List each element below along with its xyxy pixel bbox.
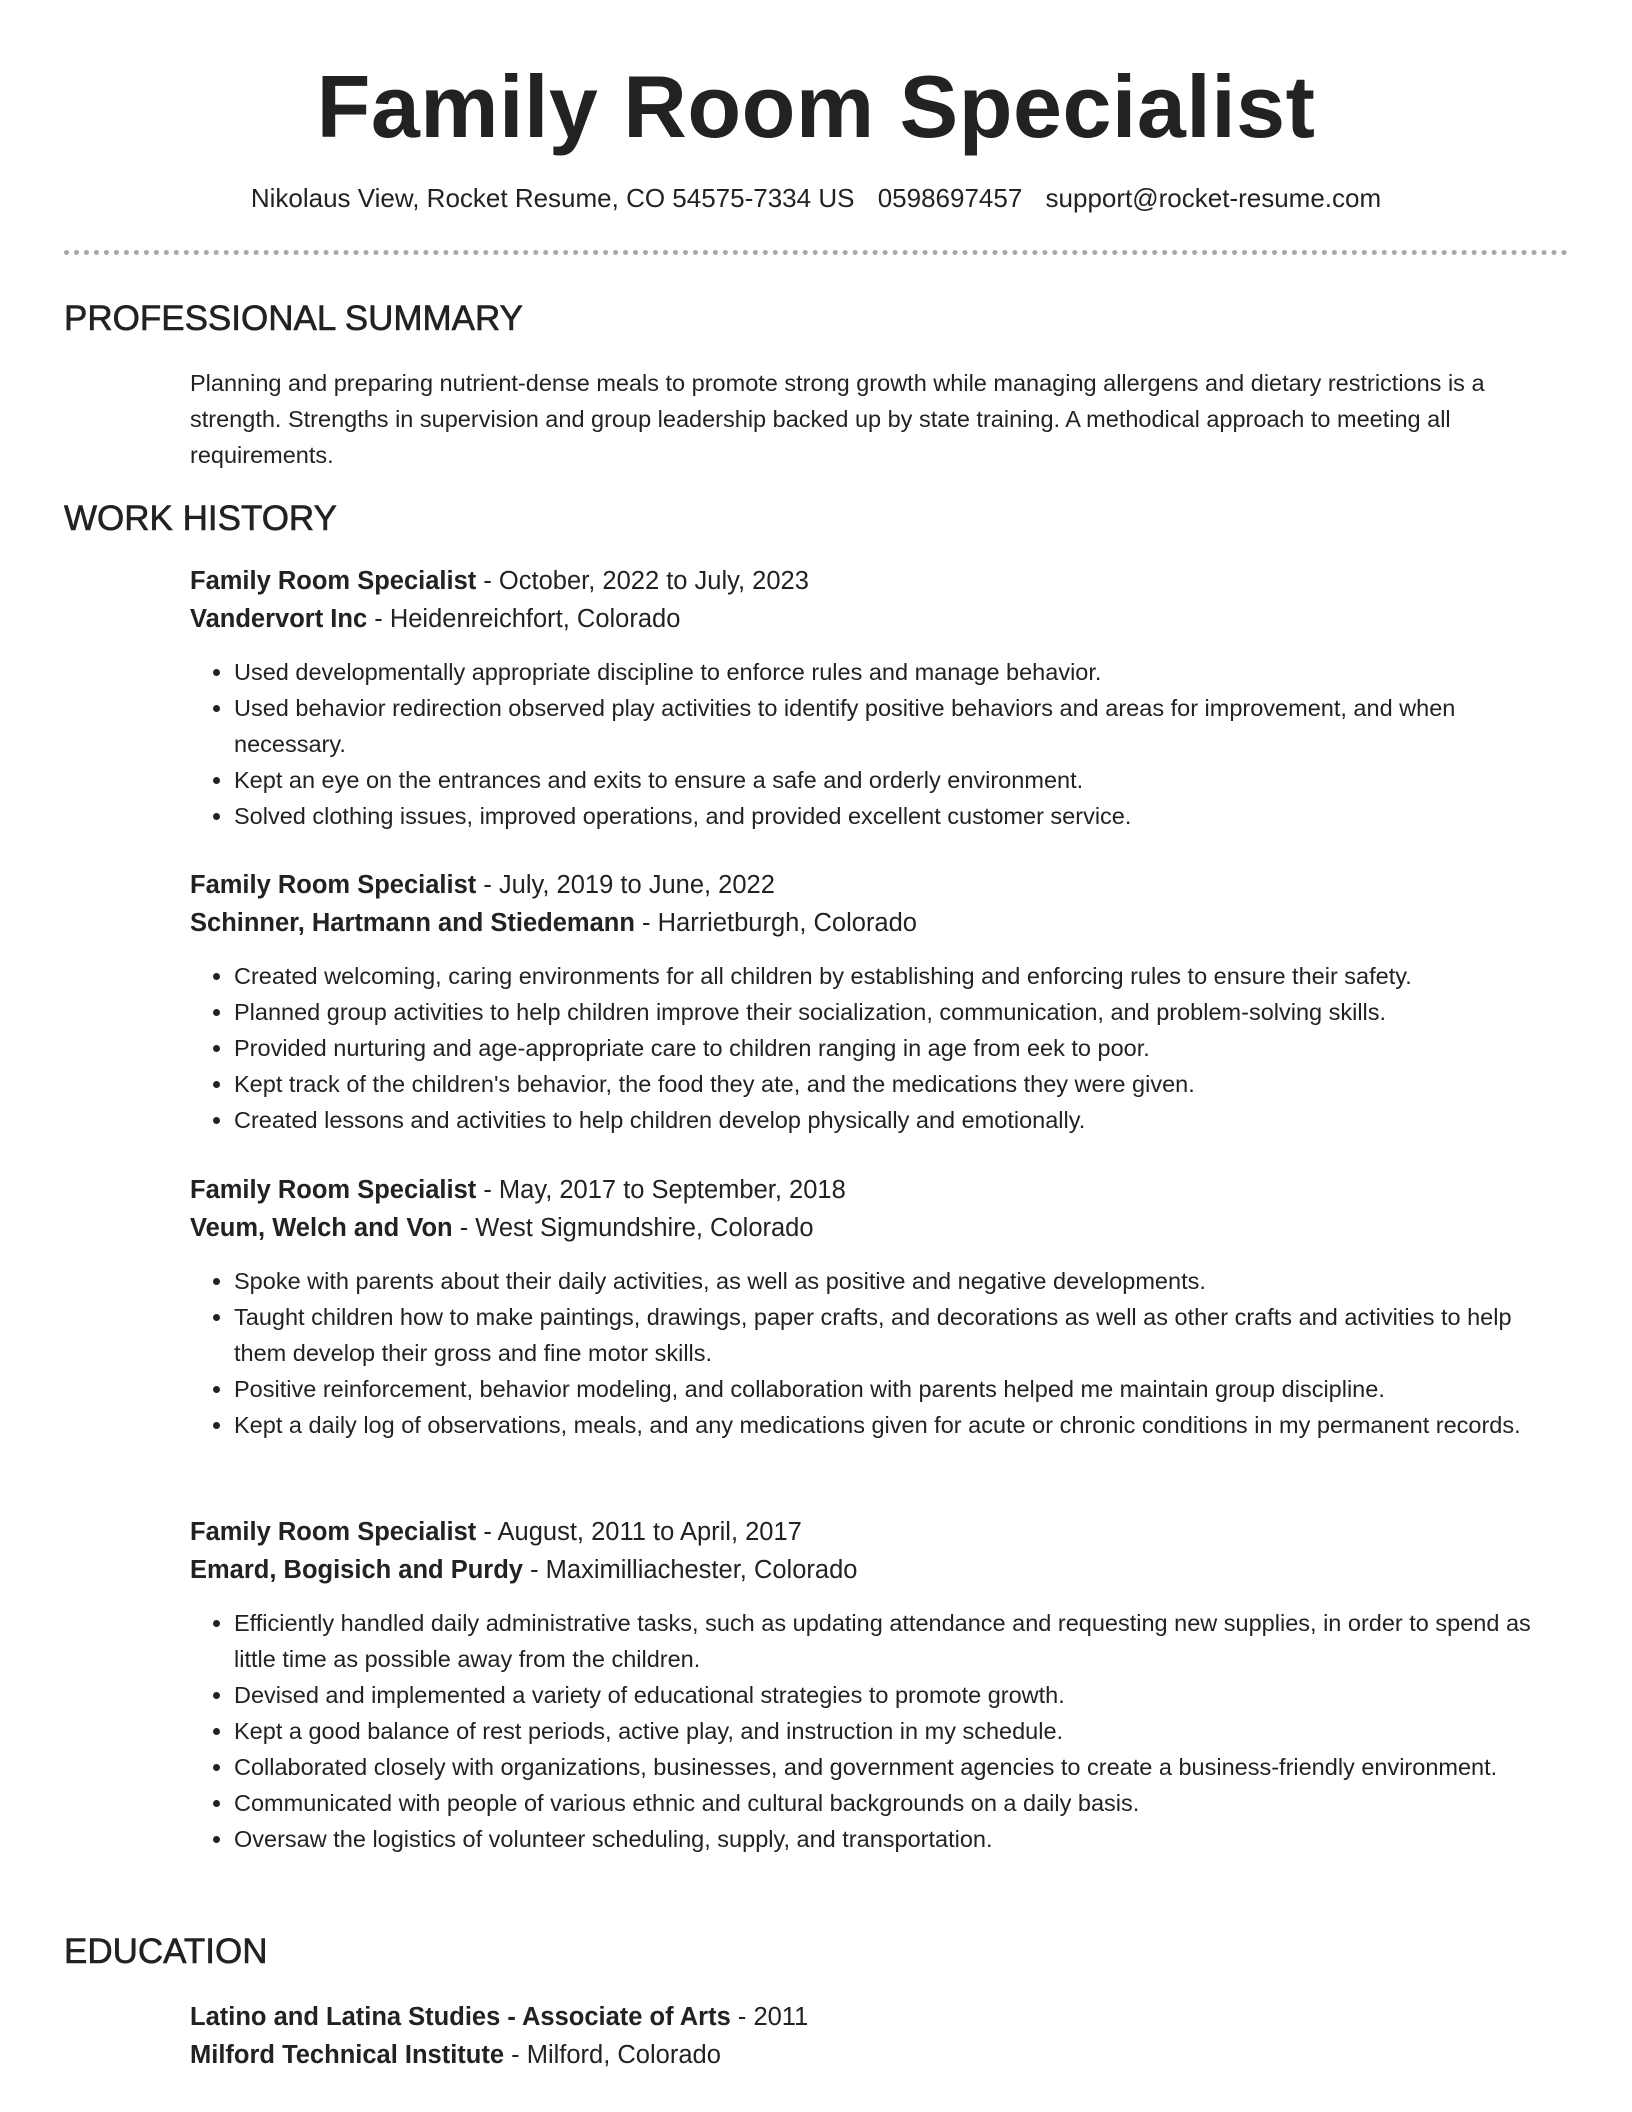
job-company: Vandervort Inc bbox=[190, 605, 368, 633]
summary-text: Planning and preparing nutrient-dense meals to promote strong growth while managing allergens and dietary restrictions is a strength. Strengths in supervision and group leadership backed up by state training. A methodical approach to meeting all requirements. bbox=[190, 370, 1485, 468]
job-bullet: • Planned group activities to help children improve their socialization, communication, and problem-solving skills. bbox=[234, 994, 1570, 1030]
job-bullet: • Oversaw the logistics of volunteer scheduling, supply, and transportation. bbox=[234, 1821, 1570, 1857]
job-entry bbox=[190, 562, 1570, 834]
job-bullets bbox=[190, 654, 1570, 834]
job-bullet: • Created lessons and activities to help children develop physically and emotionally. bbox=[234, 1102, 1570, 1138]
work-history-heading: WORK HISTORY bbox=[64, 499, 337, 538]
job-role: Family Room Specialist bbox=[190, 871, 477, 899]
education-heading: EDUCATION bbox=[64, 1932, 268, 1971]
education-school: Milford Technical Institute bbox=[190, 2041, 505, 2069]
job-company: Emard, Bogisich and Purdy bbox=[190, 1556, 523, 1584]
job-bullet: • Provided nurturing and age-appropriate care to children ranging in age from eek to poor. bbox=[234, 1030, 1570, 1066]
job-bullet: • Used behavior redirection observed play activities to identify positive behaviors and areas for improvement, and when necessary. bbox=[234, 690, 1570, 762]
job-bullet: • Positive reinforcement, behavior modeling, and collaboration with parents helped me maintain group discipline. bbox=[234, 1371, 1570, 1407]
resume-title: Family Room Specialist bbox=[316, 57, 1316, 156]
job-dates: - July, 2019 to June, 2022 bbox=[476, 871, 775, 899]
job-bullet: • Communicated with people of various ethnic and cultural backgrounds on a daily basis. bbox=[234, 1785, 1570, 1821]
job-bullets bbox=[190, 1605, 1570, 1857]
job-bullets bbox=[190, 958, 1570, 1138]
job-bullet: • Created welcoming, caring environments for all children by establishing and enforcing rules to ensure their safety. bbox=[234, 958, 1570, 994]
contact-line bbox=[0, 180, 1632, 216]
job-bullet: • Solved clothing issues, improved operations, and provided excellent customer service. bbox=[234, 798, 1570, 834]
job-company: Schinner, Hartmann and Stiedemann bbox=[190, 909, 635, 937]
job-dates: - August, 2011 to April, 2017 bbox=[476, 1518, 802, 1546]
job-entry bbox=[190, 866, 1570, 1138]
job-location: - Maximilliachester, Colorado bbox=[522, 1556, 858, 1584]
job-title-line bbox=[190, 562, 1570, 600]
education-degree-line bbox=[190, 1998, 1570, 2036]
education-year: - 2011 bbox=[730, 2003, 809, 2031]
header-divider bbox=[64, 250, 1568, 255]
job-bullet: • Devised and implemented a variety of educational strategies to promote growth. bbox=[234, 1677, 1570, 1713]
job-bullet: • Kept track of the children's behavior, the food they ate, and the medications they were given. bbox=[234, 1066, 1570, 1102]
contact-email: support@rocket-resume.com bbox=[1045, 183, 1382, 213]
job-bullet: • Kept a good balance of rest periods, active play, and instruction in my schedule. bbox=[234, 1713, 1570, 1749]
education-degree: Latino and Latina Studies - Associate of Arts bbox=[190, 2003, 731, 2031]
job-entry bbox=[190, 1171, 1570, 1443]
job-location: - Harrietburgh, Colorado bbox=[634, 909, 917, 937]
summary-heading: PROFESSIONAL SUMMARY bbox=[64, 299, 523, 338]
job-bullet: • Taught children how to make paintings, drawings, paper crafts, and decorations as well as other crafts and activities to help them develop their gross and fine motor skills. bbox=[234, 1299, 1570, 1371]
job-bullet: • Used developmentally appropriate discipline to enforce rules and manage behavior. bbox=[234, 654, 1570, 690]
job-bullet: • Collaborated closely with organizations, businesses, and government agencies to create a business-friendly environment. bbox=[234, 1749, 1570, 1785]
job-company: Veum, Welch and Von bbox=[190, 1214, 453, 1242]
job-company-line bbox=[190, 1551, 1570, 1589]
job-title-line bbox=[190, 1171, 1570, 1209]
education-entry bbox=[190, 1998, 1570, 2074]
job-location: - Heidenreichfort, Colorado bbox=[367, 605, 681, 633]
job-location: - West Sigmundshire, Colorado bbox=[452, 1214, 814, 1242]
job-bullet: • Spoke with parents about their daily activities, as well as positive and negative developments. bbox=[234, 1263, 1570, 1299]
job-bullet: • Kept an eye on the entrances and exits to ensure a safe and orderly environment. bbox=[234, 762, 1570, 798]
job-role: Family Room Specialist bbox=[190, 567, 477, 595]
job-bullet: • Kept a daily log of observations, meals, and any medications given for acute or chronic conditions in my permanent records. bbox=[234, 1407, 1570, 1443]
job-company-line bbox=[190, 600, 1570, 638]
job-role: Family Room Specialist bbox=[190, 1176, 477, 1204]
job-bullets bbox=[190, 1263, 1570, 1443]
job-company-line bbox=[190, 904, 1570, 942]
job-role: Family Room Specialist bbox=[190, 1518, 477, 1546]
contact-phone: 0598697457 bbox=[877, 183, 1023, 213]
job-title-line bbox=[190, 866, 1570, 904]
job-title-line bbox=[190, 1513, 1570, 1551]
job-dates: - May, 2017 to September, 2018 bbox=[476, 1176, 846, 1204]
job-company-line bbox=[190, 1209, 1570, 1247]
job-bullet: • Efficiently handled daily administrative tasks, such as updating attendance and requesting new supplies, in order to spend as little time as possible away from the children. bbox=[234, 1605, 1570, 1677]
education-location: - Milford, Colorado bbox=[504, 2041, 721, 2069]
contact-address: Nikolaus View, Rocket Resume, CO 54575-7334 US bbox=[250, 183, 855, 213]
job-entry bbox=[190, 1513, 1570, 1857]
education-school-line bbox=[190, 2036, 1570, 2074]
job-dates: - October, 2022 to July, 2023 bbox=[476, 567, 809, 595]
